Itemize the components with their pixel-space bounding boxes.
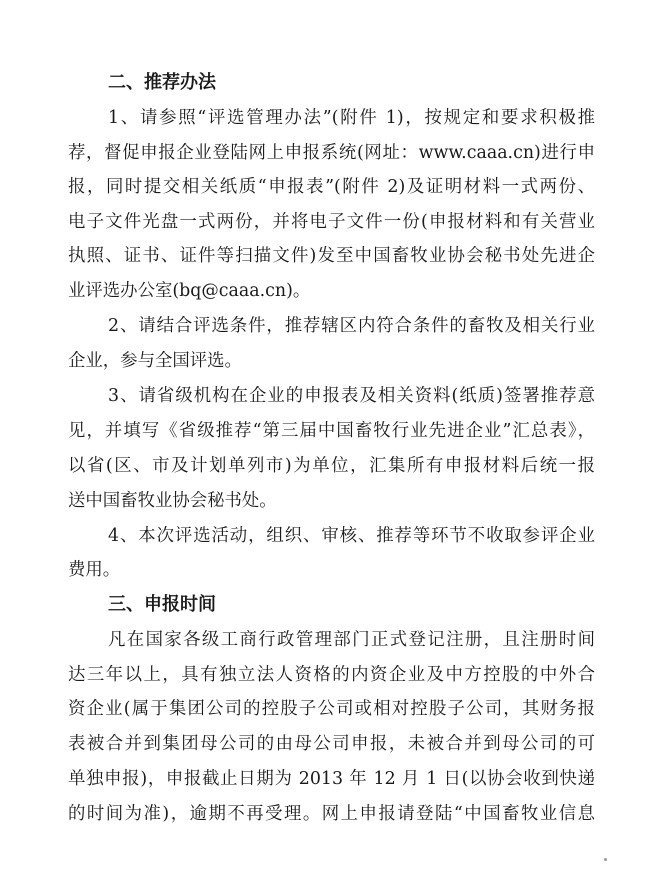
text-line: 荐，督促申报企业登陆网上申报系统(网址：www.caaa.cn)进行申: [68, 143, 595, 163]
text-line: 报，同时提交相关纸质“申报表”(附件 2)及证明材料一式两份、: [68, 177, 595, 197]
text-line: 企业，参与全国评选。: [68, 351, 242, 371]
text-line: 业评选办公室(bq@caaa.cn)。: [68, 281, 311, 301]
text-line: 达三年以上，具有独立法人资格的内资企业及中方控股的中外合: [68, 665, 595, 685]
text-line: 2、请结合评选条件，推荐辖区内符合条件的畜牧及相关行业: [108, 316, 595, 336]
text-line: 4、本次评选活动，组织、审核、推荐等环节不收取参评企业: [108, 526, 595, 546]
text-line: 凡在国家各级工商行政管理部门正式登记注册，且注册时间: [108, 630, 595, 650]
text-line: 单独申报)，申报截止日期为 2013 年 12 月 1 日(以协会收到快递: [68, 769, 595, 789]
text-line: 执照、证书、证件等扫描文件)发至中国畜牧业协会秘书处先进企: [68, 246, 595, 266]
text-line: 以省(区、市及计划单列市)为单位，汇集所有申报材料后统一报: [68, 456, 595, 476]
text-line: 见，并填写《省级推荐“第三届中国畜牧行业先进企业”汇总表》，: [68, 421, 595, 441]
text-line: 1、请参照“评选管理办法”(附件 1)，按规定和要求积极推: [108, 108, 595, 128]
text-line: 3、请省级机构在企业的申报表及相关资料(纸质)签署推荐意: [108, 386, 595, 406]
section-3-heading: 三、申报时间: [108, 594, 216, 615]
text-line: 送中国畜牧业协会秘书处。: [68, 491, 277, 511]
text-line: 电子文件光盘一式两份，并将电子文件一份(申报材料和有关营业: [68, 212, 595, 232]
text-line: 费用。: [68, 560, 121, 580]
scan-speck: [604, 858, 607, 861]
text-line: 表被合并到集团母公司的由母公司申报，未被合并到母公司的可: [68, 734, 595, 754]
section-2-heading: 二、推荐办法: [108, 72, 216, 93]
text-line: 的时间为准)，逾期不再受理。网上申报请登陆“中国畜牧业信息: [68, 804, 595, 824]
text-line: 资企业(属于集团公司的控股子公司或相对控股子公司，其财务报: [68, 699, 595, 719]
